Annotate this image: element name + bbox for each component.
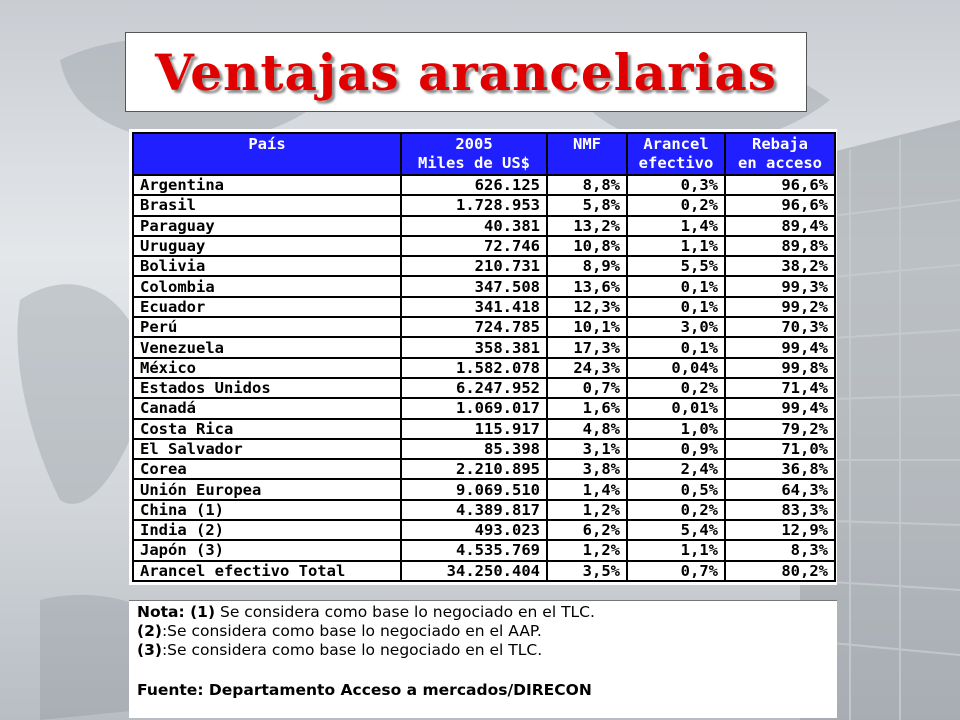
value-cell: 1.582.078: [401, 358, 547, 378]
tariff-table: [132, 132, 836, 582]
table-row: [133, 459, 835, 479]
value-cell: 0,1%: [627, 297, 725, 317]
note-line: [137, 641, 829, 660]
value-cell: 5,4%: [627, 520, 725, 540]
country-cell: El Salvador: [133, 439, 401, 459]
value-cell: 358.381: [401, 337, 547, 357]
value-cell: 71,4%: [725, 378, 835, 398]
value-cell: 4,8%: [547, 419, 627, 439]
value-cell: 347.508: [401, 276, 547, 296]
source-line: Fuente: Departamento Acceso a mercados/DIRECON: [137, 681, 592, 699]
value-cell: 12,9%: [725, 520, 835, 540]
table-row: [133, 419, 835, 439]
value-cell: 3,5%: [547, 561, 627, 581]
note-line: [137, 622, 829, 641]
table-row: [133, 500, 835, 520]
value-cell: 89,4%: [725, 216, 835, 236]
value-cell: 34.250.404: [401, 561, 547, 581]
value-cell: 12,3%: [547, 297, 627, 317]
table-row: [133, 297, 835, 317]
value-cell: 0,3%: [627, 175, 725, 195]
country-cell: Argentina: [133, 175, 401, 195]
value-cell: 210.731: [401, 256, 547, 276]
value-cell: 0,2%: [627, 195, 725, 215]
table-row: [133, 520, 835, 540]
value-cell: 341.418: [401, 297, 547, 317]
table-row: [133, 276, 835, 296]
value-cell: 1,4%: [627, 216, 725, 236]
value-cell: 96,6%: [725, 175, 835, 195]
value-cell: 0,9%: [627, 439, 725, 459]
value-cell: 0,7%: [627, 561, 725, 581]
table-row: [133, 216, 835, 236]
value-cell: 1,1%: [627, 540, 725, 560]
value-cell: 1,2%: [547, 500, 627, 520]
table-row: [133, 236, 835, 256]
header-rebaja: Rebaja en acceso: [725, 133, 835, 175]
value-cell: 6.247.952: [401, 378, 547, 398]
value-cell: 1,4%: [547, 479, 627, 499]
country-cell: Brasil: [133, 195, 401, 215]
country-cell: Ecuador: [133, 297, 401, 317]
value-cell: 626.125: [401, 175, 547, 195]
title-box: [125, 32, 807, 112]
value-cell: 0,7%: [547, 378, 627, 398]
table-row: [133, 561, 835, 581]
value-cell: 70,3%: [725, 317, 835, 337]
value-cell: 724.785: [401, 317, 547, 337]
value-cell: 9.069.510: [401, 479, 547, 499]
value-cell: 1.728.953: [401, 195, 547, 215]
value-cell: 1,1%: [627, 236, 725, 256]
country-cell: Canadá: [133, 398, 401, 418]
country-cell: Arancel efectivo Total: [133, 561, 401, 581]
value-cell: 115.917: [401, 419, 547, 439]
header-pais: País: [133, 133, 401, 175]
country-cell: Corea: [133, 459, 401, 479]
notes-section: [129, 600, 837, 718]
value-cell: 99,8%: [725, 358, 835, 378]
table-row: [133, 256, 835, 276]
value-cell: 1.069.017: [401, 398, 547, 418]
value-cell: 72.746: [401, 236, 547, 256]
note-text: Se considera como base lo negociado en el TLC.: [215, 603, 595, 621]
value-cell: 6,2%: [547, 520, 627, 540]
note-text: :Se considera como base lo negociado en el AAP.: [161, 622, 542, 640]
table-row: [133, 479, 835, 499]
value-cell: 2,4%: [627, 459, 725, 479]
value-cell: 4.389.817: [401, 500, 547, 520]
country-cell: Uruguay: [133, 236, 401, 256]
value-cell: 38,2%: [725, 256, 835, 276]
country-cell: Colombia: [133, 276, 401, 296]
value-cell: 493.023: [401, 520, 547, 540]
value-cell: 4.535.769: [401, 540, 547, 560]
value-cell: 36,8%: [725, 459, 835, 479]
value-cell: 0,1%: [627, 276, 725, 296]
value-cell: 79,2%: [725, 419, 835, 439]
country-cell: Venezuela: [133, 337, 401, 357]
table-body: [133, 175, 835, 581]
table-row: [133, 317, 835, 337]
table-row: [133, 337, 835, 357]
value-cell: 0,04%: [627, 358, 725, 378]
country-cell: Perú: [133, 317, 401, 337]
value-cell: 99,3%: [725, 276, 835, 296]
note-text: :Se considera como base lo negociado en el TLC.: [161, 641, 543, 659]
value-cell: 80,2%: [725, 561, 835, 581]
table-row: [133, 398, 835, 418]
note-lines: [137, 603, 829, 660]
value-cell: 1,2%: [547, 540, 627, 560]
table-row: [133, 540, 835, 560]
table-row: [133, 358, 835, 378]
note-line: [137, 603, 829, 622]
value-cell: 64,3%: [725, 479, 835, 499]
country-cell: India (2): [133, 520, 401, 540]
value-cell: 13,6%: [547, 276, 627, 296]
value-cell: 83,3%: [725, 500, 835, 520]
header-2005: 2005 Miles de US$: [401, 133, 547, 175]
table-row: [133, 439, 835, 459]
country-cell: Bolivia: [133, 256, 401, 276]
value-cell: 5,8%: [547, 195, 627, 215]
value-cell: 96,6%: [725, 195, 835, 215]
value-cell: 99,4%: [725, 337, 835, 357]
value-cell: 0,01%: [627, 398, 725, 418]
value-cell: 3,8%: [547, 459, 627, 479]
slide-title: Ventajas arancelarias: [155, 42, 777, 102]
table-row: [133, 175, 835, 195]
value-cell: 1,0%: [627, 419, 725, 439]
country-cell: Paraguay: [133, 216, 401, 236]
value-cell: 71,0%: [725, 439, 835, 459]
country-cell: México: [133, 358, 401, 378]
value-cell: 1,6%: [547, 398, 627, 418]
value-cell: 0,2%: [627, 378, 725, 398]
value-cell: 3,1%: [547, 439, 627, 459]
value-cell: 99,2%: [725, 297, 835, 317]
value-cell: 0,1%: [627, 337, 725, 357]
value-cell: 8,3%: [725, 540, 835, 560]
header-arancel: Arancel efectivo: [627, 133, 725, 175]
table-header-row: [133, 133, 835, 175]
value-cell: 2.210.895: [401, 459, 547, 479]
note-label: (3): [137, 641, 162, 659]
value-cell: 3,0%: [627, 317, 725, 337]
country-cell: Unión Europea: [133, 479, 401, 499]
value-cell: 85.398: [401, 439, 547, 459]
note-label: (2): [137, 622, 162, 640]
table-row: [133, 378, 835, 398]
value-cell: 0,5%: [627, 479, 725, 499]
value-cell: 10,8%: [547, 236, 627, 256]
header-nmf: NMF: [547, 133, 627, 175]
country-cell: Japón (3): [133, 540, 401, 560]
tariff-table-container: [129, 129, 837, 585]
value-cell: 8,8%: [547, 175, 627, 195]
value-cell: 0,2%: [627, 500, 725, 520]
value-cell: 10,1%: [547, 317, 627, 337]
value-cell: 40.381: [401, 216, 547, 236]
value-cell: 8,9%: [547, 256, 627, 276]
value-cell: 13,2%: [547, 216, 627, 236]
country-cell: Estados Unidos: [133, 378, 401, 398]
value-cell: 99,4%: [725, 398, 835, 418]
table-row: [133, 195, 835, 215]
value-cell: 89,8%: [725, 236, 835, 256]
value-cell: 5,5%: [627, 256, 725, 276]
value-cell: 17,3%: [547, 337, 627, 357]
country-cell: Costa Rica: [133, 419, 401, 439]
value-cell: 24,3%: [547, 358, 627, 378]
note-label: Nota: (1): [137, 603, 216, 621]
country-cell: China (1): [133, 500, 401, 520]
